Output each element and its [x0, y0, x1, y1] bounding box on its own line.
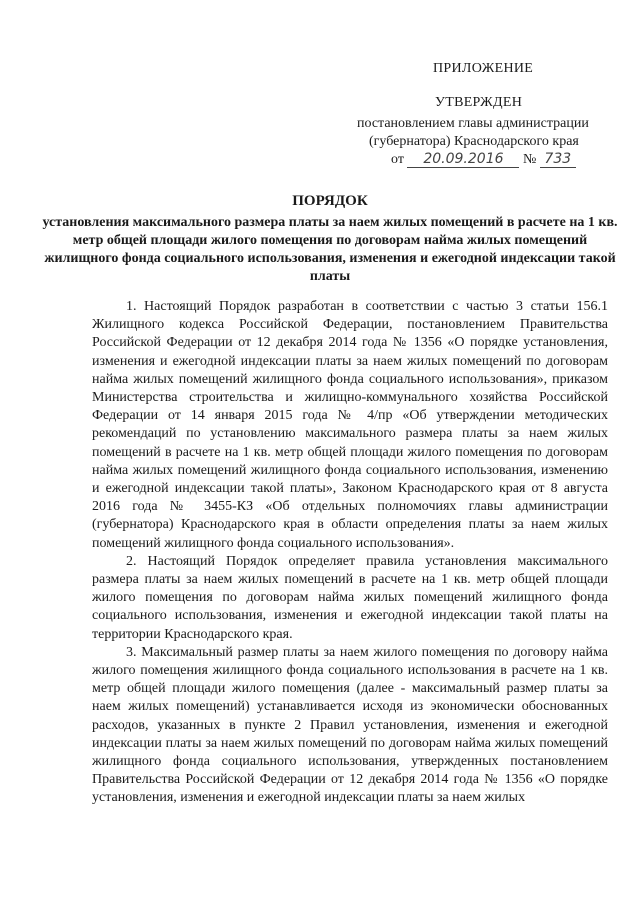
document-title — [40, 192, 620, 286]
approved-by-line-2: (губернатора) Краснодарского края — [369, 134, 579, 149]
handwritten-number: 733 — [540, 152, 576, 168]
paragraph-3: 3. Максимальный размер платы за наем жилого помещения по договору найма жилого помещения жилищного фонда социального использования в расчете на 1 кв. метр общей площади жилого помещения (далее - максимальный размер платы за наем жилых помещений) устанавливается исходя из экономически обоснованных расходов, указанных в пункте 2 Правил установления, изменения и ежегодной индексации платы за наем жилых помещений по договорам найма жилых помещений жилищного фонда социального использования, утвержденных постановлением Правительства Российской Федерации от 12 декабря 2014 года № 1356 «О порядке установления, изменения и ежегодной индексации платы за наем жилых — [92, 644, 608, 806]
date-prefix: от — [391, 152, 404, 167]
title-subtitle: установления максимального размера платы за наем жилых помещений в расчете на 1 кв. метр общей площади жилого помещения по договорам найма жилых помещений жилищного фонда социального использования, изменения и ежегодной индексации такой платы — [42, 215, 618, 284]
paragraph-2: 2. Настоящий Порядок определяет правила установления максимального размера платы за наем жилых помещений в расчете на 1 кв. метр общей площади жилого помещения по договорам найма жилых помещений жилищного фонда социального использования, изменения и ежегодной индексации такой платы на территории Краснодарского края. — [92, 553, 608, 642]
approved-label: УТВЕРЖДЕН — [435, 95, 523, 110]
appendix-label: ПРИЛОЖЕНИЕ — [433, 61, 534, 76]
document-body — [92, 298, 608, 808]
handwritten-date: 20.09.2016 — [407, 152, 519, 168]
decree-date-line — [391, 151, 576, 169]
paragraph-1: 1. Настоящий Порядок разработан в соответствии с частью 3 статьи 156.1 Жилищного кодекса Российской Федерации, постановлением Правительства Российской Федерации от 12 декабря 2014 года № 1356 «О порядке установления, изменения и ежегодной индексации платы за наем жилых помещений по договорам найма жилых помещений жилищного фонда социального использования», приказом Министерства строительства и жилищно-коммунального хозяйства Российской Федерации от 14 января 2015 года № 4/пр «Об утверждении методических рекомендаций по установлению максимального размера платы за наем жилых помещений в расчете на 1 кв. метр общей площади жилого помещения по договорам найма жилых помещений жилищного фонда социального использования, изменению и ежегодной индексации такой платы», Законом Краснодарского края от 8 августа 2016 года № 3455-КЗ «Об отдельных полномочиях главы администрации (губернатора) Краснодарского края в области определения платы за наем жилых помещений жилищного фонда социального использования». — [92, 299, 608, 551]
number-prefix: № — [522, 152, 537, 167]
title-main: ПОРЯДОК — [292, 193, 368, 209]
approved-by-line: постановлением главы администрации — [357, 116, 589, 131]
